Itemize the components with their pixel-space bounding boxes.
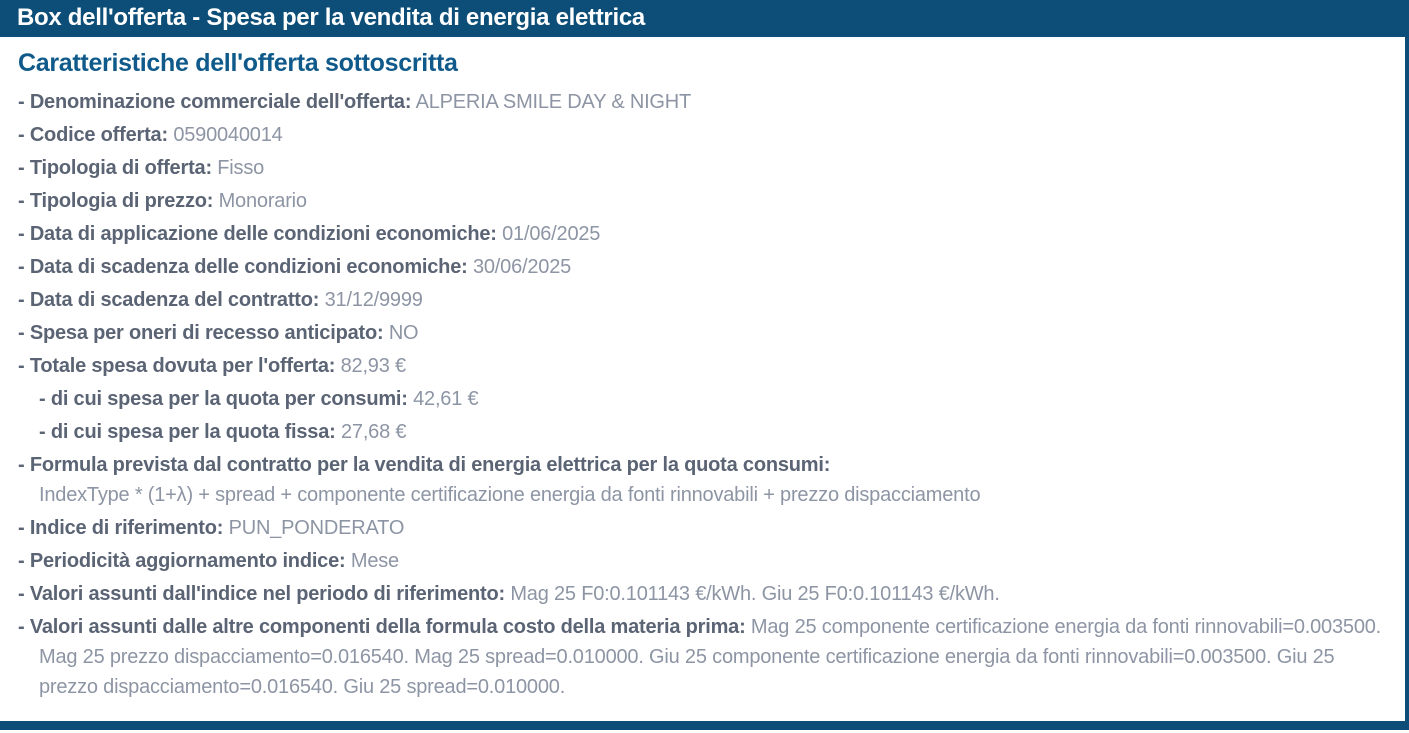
field-label: - Tipologia di prezzo: <box>18 190 214 212</box>
field-label: - di cui spesa per la quota per consumi: <box>39 388 408 410</box>
field-row-denominazione <box>0 87 1385 117</box>
field-value: Fisso <box>217 157 265 179</box>
field-value: ALPERIA SMILE DAY & NIGHT <box>415 91 692 113</box>
field-label: - Valori assunti dall'indice nel periodo di riferimento: <box>18 583 505 605</box>
field-label: - Periodicità aggiornamento indice: <box>18 550 346 572</box>
field-label: - di cui spesa per la quota fissa: <box>39 421 336 443</box>
field-value: NO <box>388 322 419 344</box>
field-label: - Codice offerta: <box>18 124 168 146</box>
field-row-periodicita <box>0 546 1385 576</box>
field-label: - Data di scadenza delle condizioni economiche: <box>18 256 468 278</box>
box-right-border <box>1405 0 1409 730</box>
field-value: Mag 25 componente certificazione energia da fonti rinnovabili=0.003500. Mag 25 prezzo dispacciamento=0.016540. Mag 25 spread=0.010000. Giu 25 componente certificazione energia da fonti rinnovabili=0.003500. Giu 25 prezzo dispacciamento=0.016540. Giu 25 spread=0.010000. <box>39 616 1382 698</box>
field-row-valori-altre-componenti <box>0 612 1385 702</box>
field-row-data-applicazione <box>0 219 1385 249</box>
field-label: - Data di scadenza del contratto: <box>18 289 320 311</box>
field-row-tipologia-prezzo <box>0 186 1385 216</box>
field-row-formula-expression <box>0 480 1385 510</box>
field-row-indice-riferimento <box>0 513 1385 543</box>
field-row-quota-consumi <box>0 384 1385 414</box>
field-value: 82,93 € <box>340 355 406 377</box>
field-value: 01/06/2025 <box>502 223 601 245</box>
field-row-formula-label <box>0 450 1385 480</box>
field-row-oneri-recesso <box>0 318 1385 348</box>
offer-box-content <box>0 37 1405 705</box>
field-value: Monorario <box>218 190 307 212</box>
box-bottom-bar <box>0 721 1409 730</box>
field-value: 27,68 € <box>340 421 407 443</box>
field-row-tipologia-offerta <box>0 153 1385 183</box>
field-row-totale-spesa <box>0 351 1385 381</box>
field-value: Mag 25 F0:0.101143 €/kWh. Giu 25 F0:0.101143 €/kWh. <box>510 583 1000 605</box>
field-label: - Spesa per oneri di recesso anticipato: <box>18 322 384 344</box>
formula-expression: IndexType * (1+λ) + spread + componente certificazione energia da fonti rinnovabili + prezzo dispacciamento <box>39 484 981 506</box>
field-label: - Denominazione commerciale dell'offerta: <box>18 91 412 113</box>
field-label: - Indice di riferimento: <box>18 517 224 539</box>
field-label: - Tipologia di offerta: <box>18 157 212 179</box>
field-value: 30/06/2025 <box>472 256 572 278</box>
field-label: - Totale spesa dovuta per l'offerta: <box>18 355 336 377</box>
field-row-data-scadenza-condizioni <box>0 252 1385 282</box>
field-value: 0590040014 <box>173 124 283 146</box>
field-label: - Data di applicazione delle condizioni economiche: <box>18 223 497 245</box>
field-row-data-scadenza-contratto <box>0 285 1385 315</box>
field-value: PUN_PONDERATO <box>228 517 405 539</box>
field-label: - Formula prevista dal contratto per la vendita di energia elettrica per la quota consumi: <box>18 454 831 476</box>
section-heading: Caratteristiche dell'offerta sottoscritta <box>18 49 458 77</box>
field-row-valori-indice <box>0 579 1385 609</box>
field-row-quota-fissa <box>0 417 1385 447</box>
field-row-codice-offerta <box>0 120 1385 150</box>
field-value: Mese <box>350 550 399 572</box>
field-value: 42,61 € <box>413 388 479 410</box>
field-label: - Valori assunti dalle altre componenti della formula costo della materia prima: <box>18 616 746 638</box>
offer-box-title: Box dell'offerta - Spesa per la vendita di energia elettrica <box>17 4 645 31</box>
offer-box-title-bar <box>0 0 1409 37</box>
field-value: 31/12/9999 <box>324 289 423 311</box>
